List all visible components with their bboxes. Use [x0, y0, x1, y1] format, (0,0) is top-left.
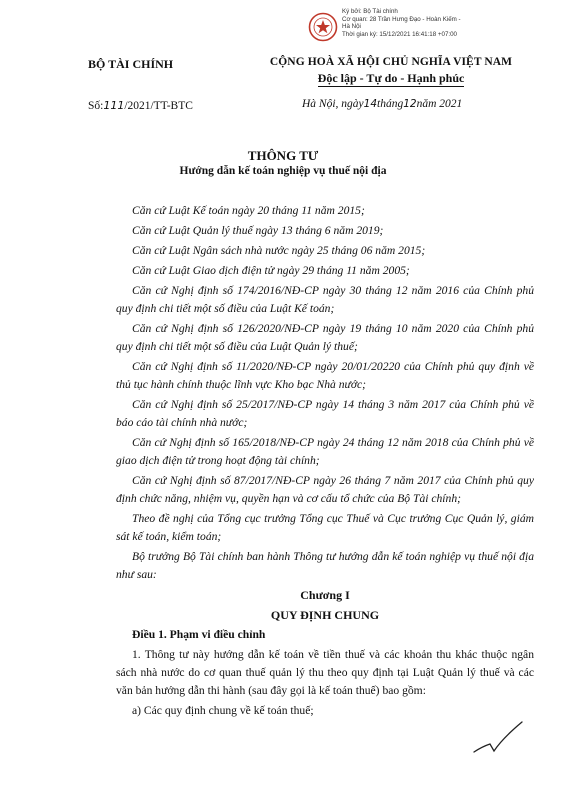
- document-title: THÔNG TƯ: [247, 148, 319, 163]
- month-handwritten: 12: [403, 98, 417, 110]
- chapter-title: QUY ĐỊNH CHUNG: [270, 608, 380, 622]
- article-paragraph: 1. Thông tư này hướng dẫn kế toán về tiền thuế và các khoản thu khác thuộc ngân sách nhà nước do cơ quan thuế quản lý thu theo quy định tại Luật Quản lý thuế và các văn bản hướng dẫn thi hành (sau đây gọi là kế toán thuế) bao gồm:: [116, 648, 534, 697]
- document-number: [88, 99, 193, 112]
- day-handwritten: 14: [363, 98, 378, 110]
- preamble-item: Căn cứ Nghị định số 11/2020/NĐ-CP ngày 20/01/20220 của Chính phủ quy định về thủ tục hành chính thuộc lĩnh vực Kho bạc Nhà nước;: [116, 360, 534, 391]
- preamble-item: Căn cứ Nghị định số 25/2017/NĐ-CP ngày 14 tháng 3 năm 2017 của Chính phủ về báo cáo tài chính nhà nước;: [116, 398, 534, 429]
- signature-signer: Ký bởi: Bộ Tài chính: [342, 8, 398, 15]
- preamble-item: Căn cứ Luật Ngân sách nhà nước ngày 25 tháng 06 năm 2015;: [132, 244, 426, 257]
- preamble-item: Căn cứ Luật Giao dịch điện tử ngày 29 tháng 11 năm 2005;: [132, 264, 410, 277]
- signature-agency-city: Hà Nội: [342, 23, 361, 31]
- initial-mark-icon: [470, 718, 526, 758]
- preamble-item: Căn cứ Nghị định số 87/2017/NĐ-CP ngày 26 tháng 7 năm 2017 của Chính phủ quy định chức năng, nhiệm vụ, quyền hạn và cơ cấu tổ chức của Bộ Tài chính;: [116, 474, 534, 505]
- preamble-item: Căn cứ Luật Quản lý thuế ngày 13 tháng 6 năm 2019;: [132, 224, 384, 237]
- month-word: tháng: [377, 98, 404, 110]
- preamble-item: Bộ trưởng Bộ Tài chính ban hành Thông tư hướng dẫn kế toán nghiệp vụ thuế nội địa như sau:: [116, 550, 534, 581]
- preamble-item: Theo đề nghị của Tổng cục trưởng Tổng cục Thuế và Cục trưởng Cục Quản lý, giám sát kế toán, kiểm toán;: [116, 512, 534, 543]
- national-motto: Độc lập - Tự do - Hạnh phúc: [317, 71, 465, 85]
- year-text: năm 2021: [416, 98, 463, 110]
- document-subtitle: Hướng dẫn kế toán nghiệp vụ thuế nội địa: [179, 165, 387, 177]
- docno-prefix: Số:: [88, 100, 104, 112]
- chapter-number: Chương I: [300, 588, 350, 602]
- docno-handwritten: 111: [103, 99, 125, 112]
- preamble-item: Căn cứ Nghị định số 174/2016/NĐ-CP ngày 30 tháng 12 năm 2016 của Chính phủ quy định chi tiết một số điều của Luật Kế toán;: [116, 284, 534, 315]
- digital-signature-info: [342, 8, 562, 38]
- place-prefix: Hà Nội, ngày: [302, 98, 364, 110]
- national-header: [246, 55, 536, 87]
- preamble-item: Căn cứ Nghị định số 165/2018/NĐ-CP ngày 24 tháng 12 năm 2018 của Chính phủ về giao dịch điện tử trong hoạt động tài chính;: [116, 436, 534, 467]
- place-and-date: [302, 98, 462, 110]
- article-heading: Điều 1. Phạm vi điều chỉnh: [132, 628, 266, 641]
- preamble-item: Căn cứ Nghị định số 126/2020/NĐ-CP ngày 19 tháng 10 năm 2020 của Chính phủ quy định chi tiết một số điều của Luật Quản lý thuế;: [116, 322, 534, 353]
- document-body: [116, 202, 534, 722]
- docno-suffix: /2021/TT-BTC: [124, 100, 193, 112]
- preamble-item: Căn cứ Luật Kế toán ngày 20 tháng 11 năm 2015;: [132, 204, 365, 217]
- signature-agency: Cơ quan: 28 Trần Hưng Đạo - Hoàn Kiếm -: [342, 15, 461, 23]
- signature-time: Thời gian ký: 15/12/2021 16:41:18 +07:00: [342, 30, 458, 38]
- signature-seal-icon: [308, 12, 338, 42]
- issuing-agency: BỘ TÀI CHÍNH: [88, 57, 174, 71]
- nation-name: CỘNG HOÀ XÃ HỘI CHỦ NGHĨA VIỆT NAM: [269, 56, 513, 68]
- article-item: a) Các quy định chung về kế toán thuế;: [132, 704, 314, 717]
